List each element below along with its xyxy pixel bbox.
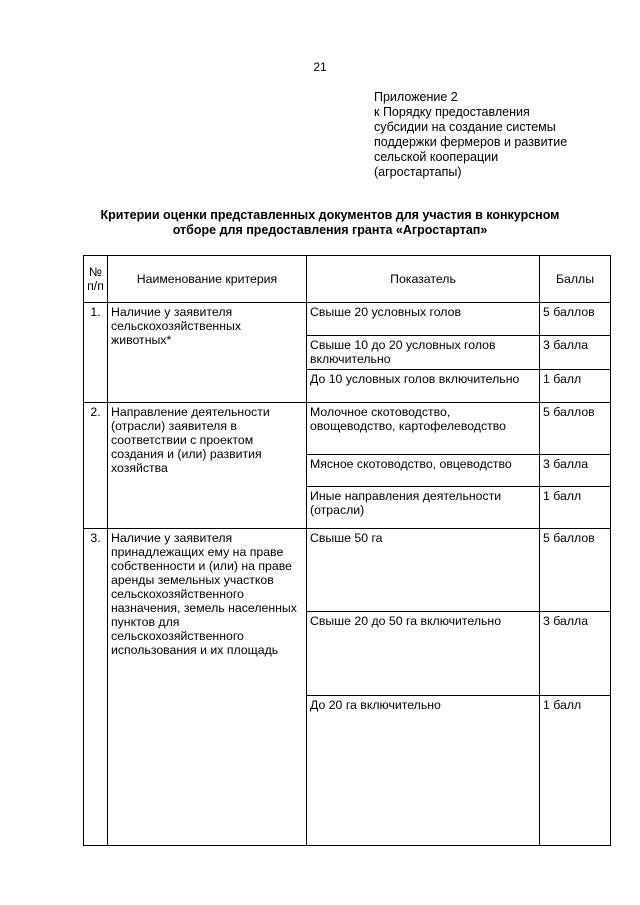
table-row: [84, 529, 611, 612]
appendix-line: субсидии на создание системы: [374, 120, 556, 134]
row-number: 1.: [84, 303, 108, 403]
header-score: Баллы: [540, 256, 611, 303]
row-number: 2.: [84, 403, 108, 529]
score-cell: 3 балла: [540, 336, 611, 370]
score-cell: 5 баллов: [540, 403, 611, 455]
header-num: № п/п: [84, 256, 108, 303]
score-cell: 1 балл: [540, 487, 611, 529]
score-cell: 1 балл: [540, 370, 611, 403]
criterion-name: Наличие у заявителя принадлежащих ему на праве собственности и (или) на праве аренды земельных участков сельскохозяйственного назначения, земель населенных пунктов для сельскохозяйственного использования и их площадь: [108, 529, 307, 846]
indicator-cell: До 20 га включительно: [307, 696, 540, 846]
indicator-cell: Мясное скотоводство, овцеводство: [307, 455, 540, 487]
criterion-name: Наличие у заявителя сельскохозяйственных животных*: [108, 303, 307, 403]
header-indicator: Показатель: [307, 256, 540, 303]
header-criterion: Наименование критерия: [108, 256, 307, 303]
score-cell: 1 балл: [540, 696, 611, 846]
score-cell: 5 баллов: [540, 529, 611, 612]
indicator-cell: До 10 условных голов включительно: [307, 370, 540, 403]
score-cell: 3 балла: [540, 612, 611, 696]
criteria-table: [83, 255, 611, 846]
indicator-cell: Свыше 10 до 20 условных голов включительно: [307, 336, 540, 370]
indicator-cell: Иные направления деятельности (отрасли): [307, 487, 540, 529]
appendix-line: Приложение 2: [374, 90, 458, 104]
score-cell: 3 балла: [540, 455, 611, 487]
criterion-name: Направление деятельности (отрасли) заявителя в соответствии с проектом создания и (или) развития хозяйства: [108, 403, 307, 529]
title-line-2: отборе для предоставления гранта «Агростартап»: [172, 223, 488, 237]
appendix-line: (агростартапы): [374, 165, 462, 179]
table-header-row: [84, 256, 611, 303]
document-title: [70, 208, 590, 238]
row-number: 3.: [84, 529, 108, 846]
table-row: [84, 303, 611, 336]
score-cell: 5 баллов: [540, 303, 611, 336]
indicator-cell: Свыше 20 условных голов: [307, 303, 540, 336]
appendix-line: сельской кооперации: [374, 150, 499, 164]
indicator-cell: Свыше 20 до 50 га включительно: [307, 612, 540, 696]
title-line-1: Критерии оценки представленных документов для участия в конкурсном: [100, 208, 560, 222]
table-row: [84, 403, 611, 455]
appendix-line: поддержки фермеров и развитие: [374, 135, 568, 149]
appendix-header: [374, 90, 624, 180]
indicator-cell: Свыше 50 га: [307, 529, 540, 612]
appendix-line: к Порядку предоставления: [374, 105, 530, 119]
indicator-cell: Молочное скотоводство, овощеводство, картофелеводство: [307, 403, 540, 455]
page-number: 21: [313, 60, 327, 74]
